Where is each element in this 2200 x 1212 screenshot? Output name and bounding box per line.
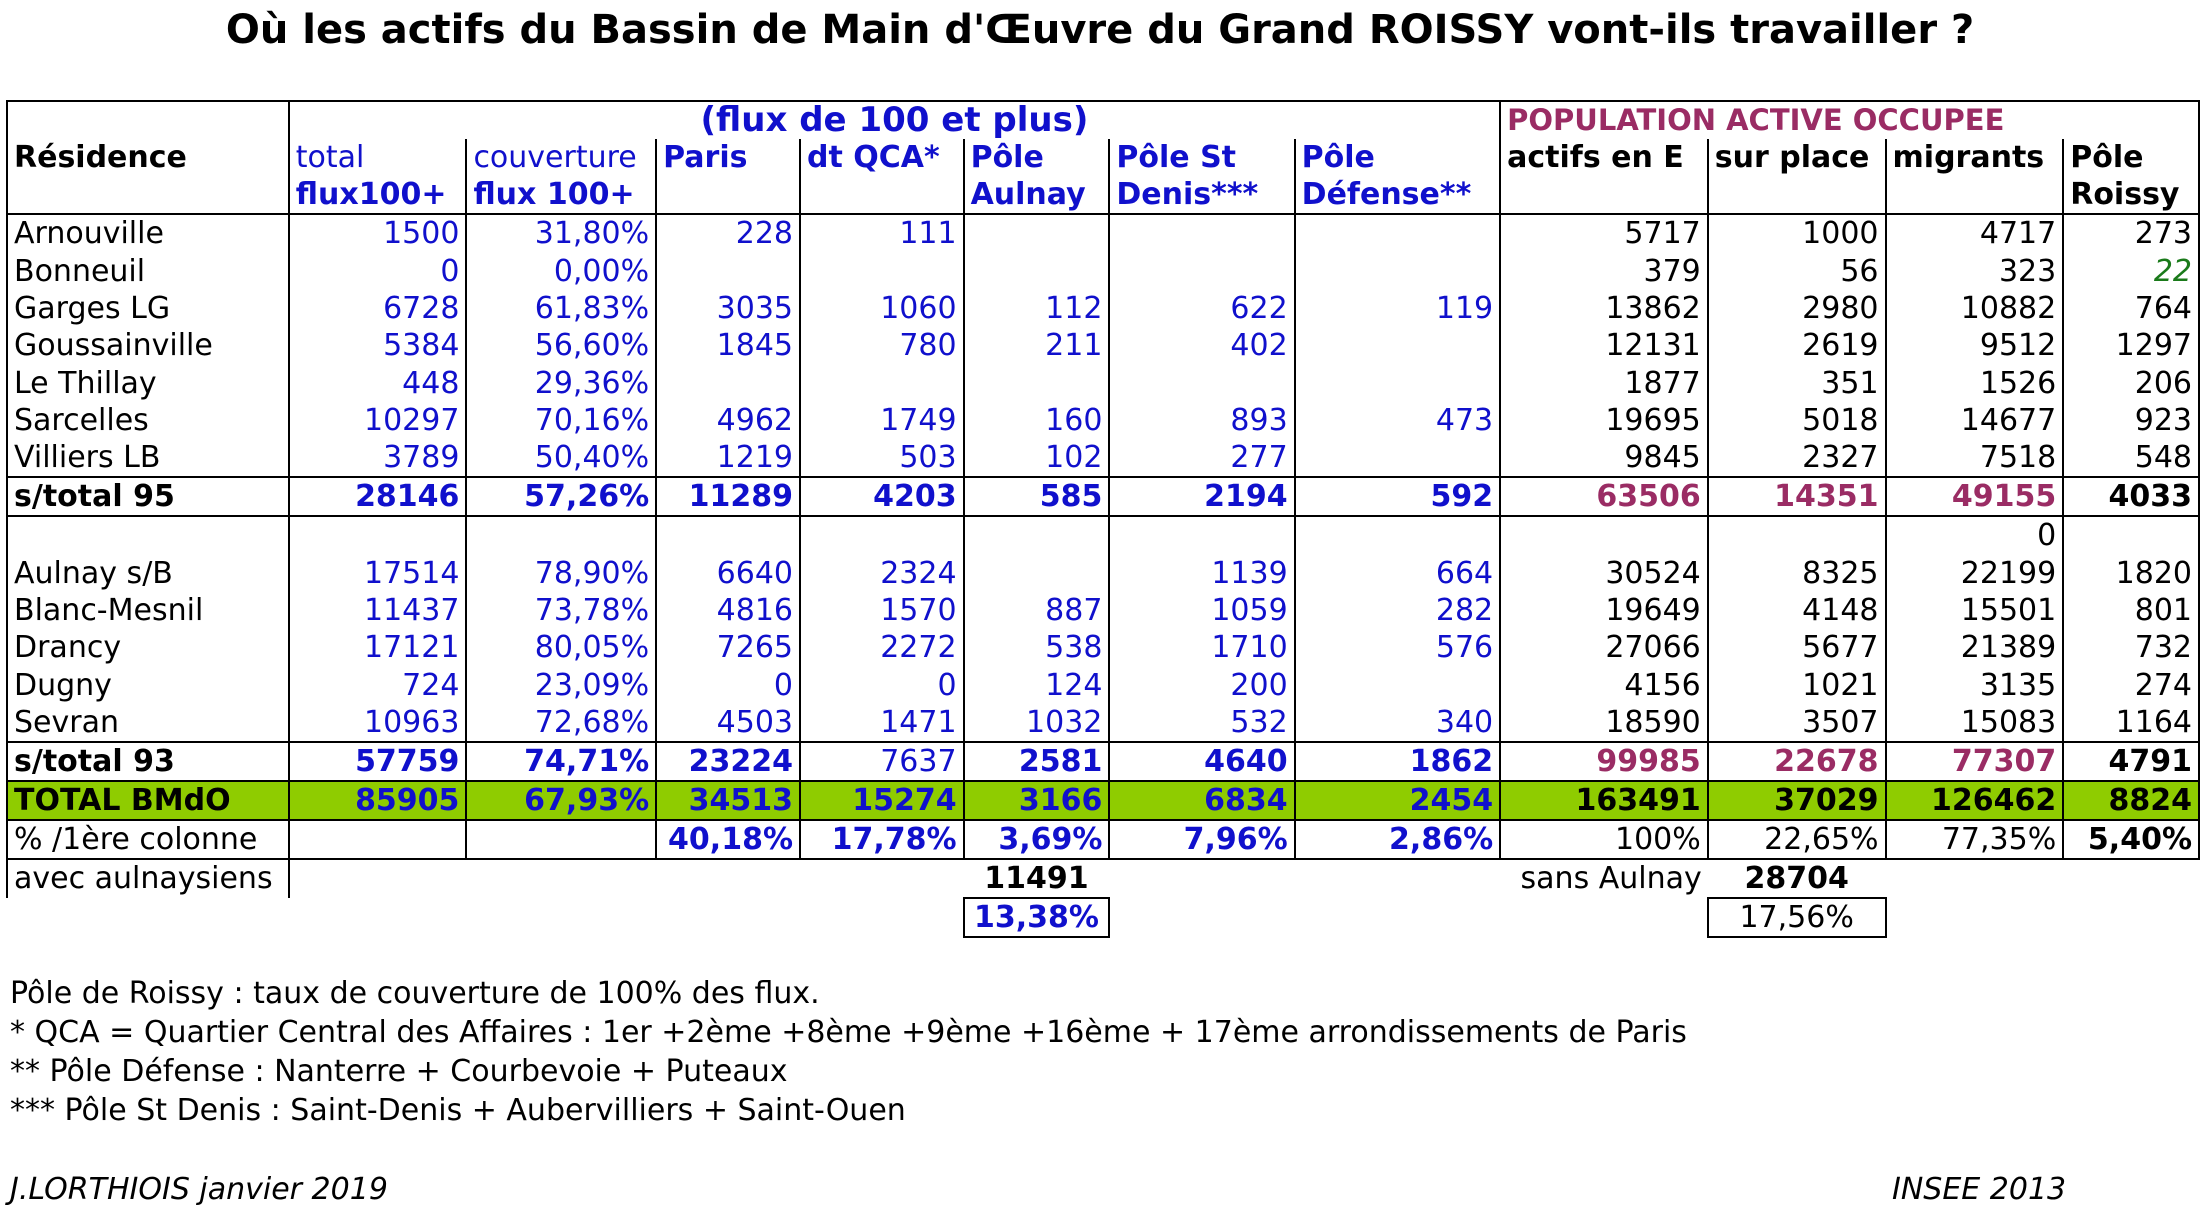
table-cell: 19649 (1500, 592, 1708, 629)
table-cell: 622 (1109, 290, 1294, 327)
table-cell: 3166 (964, 781, 1110, 820)
row-label: % /1ère colonne (7, 820, 289, 859)
table-cell (656, 516, 800, 554)
table-cell: 448 (289, 365, 467, 402)
table-cell: 78,90% (466, 554, 656, 591)
table-cell: 56,60% (466, 327, 656, 364)
table-cell: 10963 (289, 704, 467, 742)
table-cell: 576 (1295, 629, 1500, 666)
header-group-row (7, 101, 2199, 139)
table-cell: 402 (1109, 327, 1294, 364)
sans-aulnay-value: 28704 (1744, 860, 1849, 896)
table-cell: 6728 (289, 290, 467, 327)
table-cell: 77307 (1886, 742, 2064, 781)
table-cell: 282 (1295, 592, 1500, 629)
table-cell: 15274 (800, 781, 964, 820)
table-cell: 34513 (656, 781, 800, 820)
table-cell: 57759 (289, 742, 467, 781)
table-cell: 11437 (289, 592, 467, 629)
table-cell: 3,69% (964, 820, 1110, 859)
table-cell: 15501 (1886, 592, 2064, 629)
table-cell: 73,78% (466, 592, 656, 629)
table-cell (1295, 365, 1500, 402)
table-cell: 0 (1886, 516, 2064, 554)
table-cell: 1862 (1295, 742, 1500, 781)
table-cell: 2327 (1708, 439, 1886, 477)
extra-row-values (7, 859, 2199, 898)
table-cell: 22 (2063, 252, 2199, 289)
table-cell: 1021 (1708, 667, 1886, 704)
table-cell (1109, 252, 1294, 289)
table-row-villiers (7, 439, 2199, 477)
col-header-qca: dt QCA* (800, 139, 964, 176)
table-row-thillay (7, 365, 2199, 402)
table-row-blank (7, 516, 2199, 554)
table-cell: 22199 (1886, 554, 2064, 591)
table-cell: 1059 (1109, 592, 1294, 629)
table-cell: 5384 (289, 327, 467, 364)
table-cell: 19695 (1500, 402, 1708, 439)
table-cell: 23224 (656, 742, 800, 781)
table-cell: 2194 (1109, 477, 1294, 516)
table-cell (964, 554, 1110, 591)
row-label: Villiers LB (7, 439, 289, 477)
col-header-aulnay: Pôle (964, 139, 1110, 176)
table-cell: 10297 (289, 402, 467, 439)
table-cell: 7637 (800, 742, 964, 781)
table-cell: 112 (964, 290, 1110, 327)
table-cell: 77,35% (1886, 820, 2064, 859)
table-cell: 61,83% (466, 290, 656, 327)
sans-aulnay-pct: 17,56% (1708, 898, 1886, 937)
table-cell: 1845 (656, 327, 800, 364)
table-cell: 6834 (1109, 781, 1294, 820)
table-cell: 887 (964, 592, 1110, 629)
table-cell: 10882 (1886, 290, 2064, 327)
table-cell: 126462 (1886, 781, 2064, 820)
table-cell: 780 (800, 327, 964, 364)
author-credit: J.LORTHIOIS janvier 2019 (10, 1172, 388, 1207)
table-row-dugny (7, 667, 2199, 704)
footnote: ** Pôle Défense : Nanterre + Courbevoie + Puteaux (10, 1054, 788, 1089)
table-cell: 23,09% (466, 667, 656, 704)
table-cell: 0 (656, 667, 800, 704)
table-cell: 85905 (289, 781, 467, 820)
col-header-migrants: migrants (1886, 139, 2064, 176)
table-cell: 801 (2063, 592, 2199, 629)
table-cell: 9512 (1886, 327, 2064, 364)
table-cell: 13862 (1500, 290, 1708, 327)
table-cell: 80,05% (466, 629, 656, 666)
table-cell: 3507 (1708, 704, 1886, 742)
footnotes (10, 974, 1687, 1130)
table-cell: 4156 (1500, 667, 1708, 704)
table-cell: 0,00% (466, 252, 656, 289)
table-cell: 1032 (964, 704, 1110, 742)
table-cell: 21389 (1886, 629, 2064, 666)
table-cell: 3135 (1886, 667, 2064, 704)
table-cell: 2619 (1708, 327, 1886, 364)
row-label: Blanc-Mesnil (7, 592, 289, 629)
table-cell: 4033 (2063, 477, 2199, 516)
table-cell: 1820 (2063, 554, 2199, 591)
table-cell: 585 (964, 477, 1110, 516)
table-cell: 14351 (1708, 477, 1886, 516)
source-credit: INSEE 2013 (1892, 1172, 2067, 1207)
table-cell: 29,36% (466, 365, 656, 402)
table-cell: 31,80% (466, 214, 656, 252)
table-cell: 30524 (1500, 554, 1708, 591)
table-cell: 548 (2063, 439, 2199, 477)
table-cell: 124 (964, 667, 1110, 704)
table-cell: 274 (2063, 667, 2199, 704)
table-row-sevran (7, 704, 2199, 742)
table-cell: 379 (1500, 252, 1708, 289)
table-cell: 111 (800, 214, 964, 252)
table-cell (1295, 439, 1500, 477)
table-cell: 538 (964, 629, 1110, 666)
table-cell (1295, 327, 1500, 364)
col-header-roissy: Pôle (2063, 139, 2199, 176)
table-cell (1109, 365, 1294, 402)
table-cell: 893 (1109, 402, 1294, 439)
table-cell (1708, 516, 1886, 554)
row-label: Aulnay s/B (7, 554, 289, 591)
table-cell: 211 (964, 327, 1110, 364)
avec-aulnaysiens-label: avec aulnaysiens (7, 859, 289, 898)
table-cell (1109, 214, 1294, 252)
table-cell (800, 252, 964, 289)
row-label: Sarcelles (7, 402, 289, 439)
table-cell: 74,71% (466, 742, 656, 781)
flux-group-header: (flux de 100 et plus) (289, 101, 1500, 139)
header-row-1 (7, 139, 2199, 176)
population-group-header: POPULATION ACTIVE OCCUPEE (1500, 101, 2199, 139)
table-cell: 27066 (1500, 629, 1708, 666)
table-cell (2063, 516, 2199, 554)
table-cell (1295, 252, 1500, 289)
footnote: * QCA = Quartier Central des Affaires : 1er +2ème +8ème +9ème +16ème + 17ème arrondissements de Paris (10, 1015, 1687, 1050)
table-cell: 4640 (1109, 742, 1294, 781)
table-cell (289, 820, 467, 859)
table-cell: 49155 (1886, 477, 2064, 516)
table-cell: 57,26% (466, 477, 656, 516)
table-row-garges (7, 290, 2199, 327)
table-cell: 1000 (1708, 214, 1886, 252)
row-label: Garges LG (7, 290, 289, 327)
table-cell: 163491 (1500, 781, 1708, 820)
table-cell: 1060 (800, 290, 964, 327)
table-cell: 8824 (2063, 781, 2199, 820)
table-row-aulnay (7, 554, 2199, 591)
table-cell: 1570 (800, 592, 964, 629)
table-cell: 7265 (656, 629, 800, 666)
table-cell: 0 (800, 667, 964, 704)
table-row-arnouville (7, 214, 2199, 252)
table-cell: 1219 (656, 439, 800, 477)
table-cell: 5717 (1500, 214, 1708, 252)
table-cell: 5018 (1708, 402, 1886, 439)
table-cell: 3789 (289, 439, 467, 477)
table-cell: 1877 (1500, 365, 1708, 402)
row-label: s/total 93 (7, 742, 289, 781)
table-cell (964, 365, 1110, 402)
table-cell: 102 (964, 439, 1110, 477)
table-cell: 277 (1109, 439, 1294, 477)
table-cell: 200 (1109, 667, 1294, 704)
table-cell: 2980 (1708, 290, 1886, 327)
table-cell: 273 (2063, 214, 2199, 252)
table-cell: 5677 (1708, 629, 1886, 666)
table-cell: 1749 (800, 402, 964, 439)
table-cell: 2,86% (1295, 820, 1500, 859)
table-cell: 1500 (289, 214, 467, 252)
table-cell: 2454 (1295, 781, 1500, 820)
table-cell: 664 (1295, 554, 1500, 591)
row-label: s/total 95 (7, 477, 289, 516)
table-cell: 8325 (1708, 554, 1886, 591)
table-cell (656, 365, 800, 402)
col-header-residence: Résidence (7, 139, 289, 176)
col-header-actifs: actifs en E (1500, 139, 1708, 176)
table-cell: 22,65% (1708, 820, 1886, 859)
table-cell: 2581 (964, 742, 1110, 781)
table-cell: 37029 (1708, 781, 1886, 820)
table-cell: 9845 (1500, 439, 1708, 477)
table-cell: 323 (1886, 252, 2064, 289)
table-cell: 11289 (656, 477, 800, 516)
table-row-sarcelles (7, 402, 2199, 439)
table-cell: 532 (1109, 704, 1294, 742)
table-cell: 228 (656, 214, 800, 252)
table-cell: 732 (2063, 629, 2199, 666)
table-cell (1295, 516, 1500, 554)
table-row-st95 (7, 477, 2199, 516)
row-label: TOTAL BMdO (7, 781, 289, 820)
table-row-st93 (7, 742, 2199, 781)
table-cell: 63506 (1500, 477, 1708, 516)
table-cell: 1710 (1109, 629, 1294, 666)
table-cell: 4791 (2063, 742, 2199, 781)
table-row-drancy (7, 629, 2199, 666)
table-cell: 100% (1500, 820, 1708, 859)
row-label: Sevran (7, 704, 289, 742)
table-cell: 1297 (2063, 327, 2199, 364)
table-row-blanc (7, 592, 2199, 629)
row-label: Dugny (7, 667, 289, 704)
table-cell: 17121 (289, 629, 467, 666)
table-row-total (7, 781, 2199, 820)
footnote: Pôle de Roissy : taux de couverture de 100% des flux. (10, 976, 820, 1011)
table-cell (466, 820, 656, 859)
table-cell: 0 (289, 252, 467, 289)
row-label: Bonneuil (7, 252, 289, 289)
table-cell: 1164 (2063, 704, 2199, 742)
table-cell: 2324 (800, 554, 964, 591)
table-cell: 592 (1295, 477, 1500, 516)
table-cell: 3035 (656, 290, 800, 327)
table-cell: 28146 (289, 477, 467, 516)
col-header-defense: Pôle (1295, 139, 1500, 176)
table-cell (1500, 516, 1708, 554)
table-cell: 56 (1708, 252, 1886, 289)
table-cell: 2272 (800, 629, 964, 666)
table-cell (1109, 516, 1294, 554)
table-cell: 503 (800, 439, 964, 477)
table-cell: 7,96% (1109, 820, 1294, 859)
table-cell: 40,18% (656, 820, 800, 859)
table-row-goussainville (7, 327, 2199, 364)
table-cell: 72,68% (466, 704, 656, 742)
table-cell (964, 516, 1110, 554)
table-cell: 18590 (1500, 704, 1708, 742)
header-row-2: flux100+ flux 100+ Aulnay Denis*** Défense** Roissy (7, 176, 2199, 214)
col-header-total: total (289, 139, 467, 176)
commute-table (6, 100, 2200, 938)
table-cell: 4816 (656, 592, 800, 629)
row-label: Le Thillay (7, 365, 289, 402)
table-cell (964, 214, 1110, 252)
table-cell: 119 (1295, 290, 1500, 327)
table-cell: 1139 (1109, 554, 1294, 591)
row-label: Arnouville (7, 214, 289, 252)
avec-aulnaysiens-pct: 13,38% (964, 898, 1110, 937)
table-cell: 4148 (1708, 592, 1886, 629)
table-cell (964, 252, 1110, 289)
table-cell: 724 (289, 667, 467, 704)
table-cell (289, 516, 467, 554)
table-cell: 206 (2063, 365, 2199, 402)
table-cell: 67,93% (466, 781, 656, 820)
table-cell: 17,78% (800, 820, 964, 859)
col-header-couverture: couverture (466, 139, 656, 176)
table-cell (800, 516, 964, 554)
table-cell: 4717 (1886, 214, 2064, 252)
col-header-paris: Paris (656, 139, 800, 176)
table-cell: 4203 (800, 477, 964, 516)
table-cell: 99985 (1500, 742, 1708, 781)
table-cell (466, 516, 656, 554)
table-cell: 4503 (656, 704, 800, 742)
col-header-stdenis: Pôle St (1109, 139, 1294, 176)
table-cell (800, 365, 964, 402)
avec-aulnaysiens-value: 11491 (984, 860, 1089, 896)
row-label (7, 516, 289, 554)
row-label: Drancy (7, 629, 289, 666)
extra-row-pct (7, 898, 2199, 937)
table-cell: 340 (1295, 704, 1500, 742)
table-cell: 1526 (1886, 365, 2064, 402)
table-cell: 15083 (1886, 704, 2064, 742)
table-cell: 12131 (1500, 327, 1708, 364)
table-cell: 4962 (656, 402, 800, 439)
table-cell: 6640 (656, 554, 800, 591)
table-cell: 1471 (800, 704, 964, 742)
table-cell: 14677 (1886, 402, 2064, 439)
table-row-bonneuil (7, 252, 2199, 289)
table-cell: 70,16% (466, 402, 656, 439)
table-row-pct (7, 820, 2199, 859)
table-cell (1295, 667, 1500, 704)
col-header-sur-place: sur place (1708, 139, 1886, 176)
table-cell: 50,40% (466, 439, 656, 477)
table-cell: 473 (1295, 402, 1500, 439)
table-cell: 351 (1708, 365, 1886, 402)
row-label: Goussainville (7, 327, 289, 364)
table-cell: 17514 (289, 554, 467, 591)
sans-aulnay-label: sans Aulnay (1520, 861, 1702, 897)
table-cell: 7518 (1886, 439, 2064, 477)
table-cell: 923 (2063, 402, 2199, 439)
table-cell: 22678 (1708, 742, 1886, 781)
table-cell: 5,40% (2063, 820, 2199, 859)
table-cell: 764 (2063, 290, 2199, 327)
table-cell: 160 (964, 402, 1110, 439)
page-title: Où les actifs du Bassin de Main d'Œuvre du Grand ROISSY vont-ils travailler ? (225, 7, 1975, 53)
footnote: *** Pôle St Denis : Saint-Denis + Aubervilliers + Saint-Ouen (10, 1093, 906, 1128)
table-cell (656, 252, 800, 289)
table-cell (1295, 214, 1500, 252)
